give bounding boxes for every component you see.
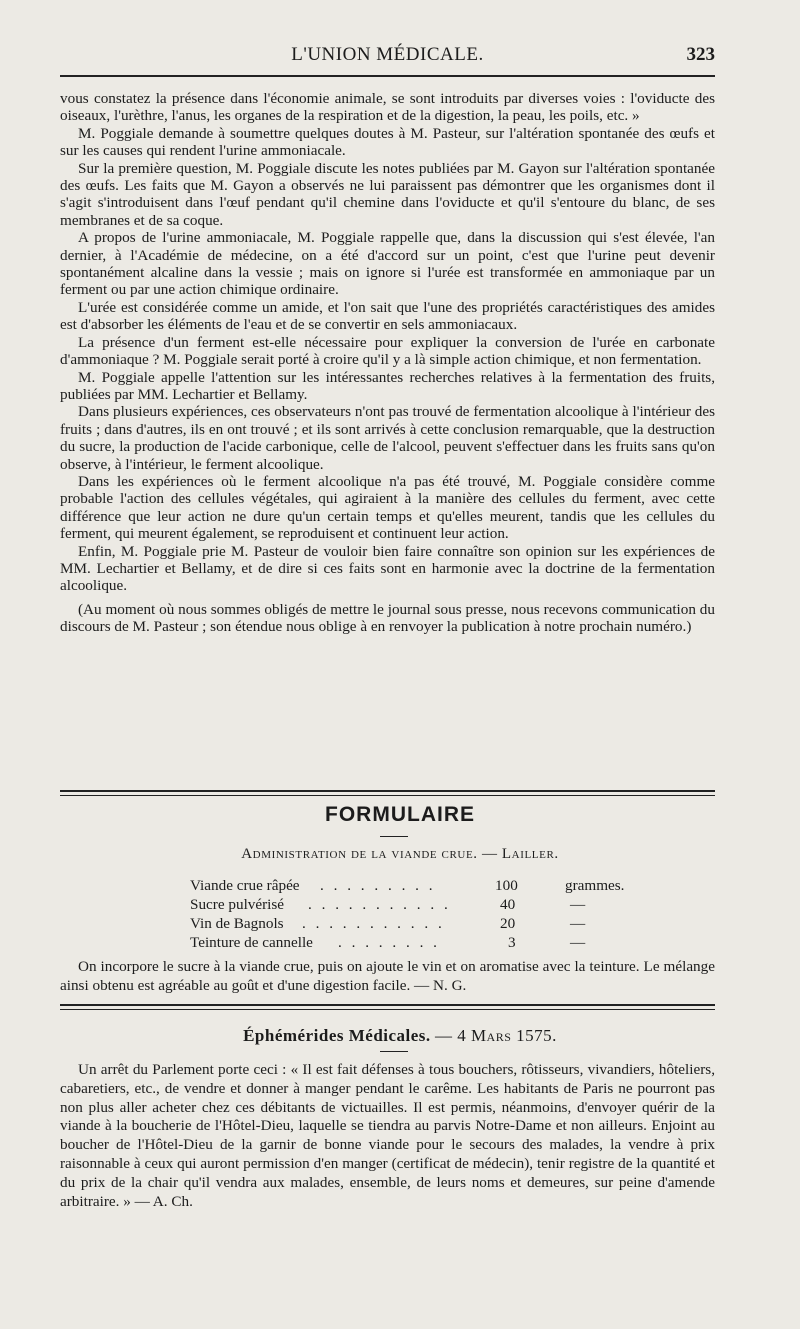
ingredient-row bbox=[190, 933, 610, 952]
title-dash bbox=[380, 1051, 408, 1052]
ephemerides-paragraph: Un arrêt du Parlement porte ceci : « Il est fait défenses à tous bouchers, rôtisseurs, vivandiers, hôteliers, cabaretiers, etc., de vendre et donner à manger pendant le carême. Les habitants de Paris ne pourront pas non plus aller acheter chez ces débitants de victuailles. Il est permis, néanmoins, d'envoyer quérir de la viande à la boucherie de l'Hôtel-Dieu, laquelle se tiendra au parvis Notre-Dame et non ailleurs. Enjoint au boucher de l'Hôtel-Dieu de la garnir de bonne viande pour le secours des malades, la vendre à prix raisonnable à ceux qui auront permission d'en manger (certificat de médecin), tenir registre de la quantité et du prix de la chair qu'il vendra aux malades, ensemble, de leurs noms et demeures, sur peine d'amende arbitraire. » — A. Ch. bbox=[60, 1061, 715, 1210]
paragraph: A propos de l'urine ammoniacale, M. Poggiale rappelle que, dans la discussion qui s'est élevée, l'an dernier, à l'Académie de médecine, on a été d'accord sur un point, c'est que l'urine peut devenir spontanément alcaline dans la vessie ; mais on ignore si l'urée est transformée en ammoniaque par un ferment ou par une action chimique ordinaire. bbox=[60, 229, 715, 299]
formula-note bbox=[60, 958, 715, 995]
paragraph: La présence d'un ferment est-elle nécessaire pour expliquer la conversion de l'urée en carbonate d'ammoniaque ? M. Poggiale serait porté à croire qu'il y a là simple action chimique, et non fermentation. bbox=[60, 333, 715, 369]
ingredient-unit: grammes. bbox=[565, 877, 625, 894]
recipe-title: Administration de la viande crue. — Lailler. bbox=[241, 846, 559, 862]
header-rule bbox=[60, 75, 715, 77]
ingredient-name: Viande crue râpée bbox=[190, 877, 300, 894]
page-number: 323 bbox=[686, 44, 715, 65]
ingredient-row bbox=[190, 876, 625, 895]
article-body bbox=[60, 90, 715, 636]
paragraph: M. Poggiale appelle l'attention sur les intéressantes recherches relatives à la fermentation des fruits, publiées par MM. Lechartier et Bellamy. bbox=[60, 368, 715, 403]
ingredient-qty: 100 bbox=[495, 877, 518, 894]
ephemerides-body bbox=[60, 1061, 715, 1211]
leader-dots: . . . . . . . . . . . bbox=[308, 896, 451, 913]
paragraph: Dans les expériences où le ferment alcoolique n'a pas été trouvé, M. Poggiale considère comme probable l'action des cellules végétales, qui agiraient à la manière des cellules du ferment, avec cette différence que leur action ne dure qu'un certain temps et qu'elles meurent, tandis que les cellules du ferment, qui meurent également, se reproduisent et continuent leur action. bbox=[60, 472, 715, 543]
section-divider bbox=[60, 1004, 715, 1010]
paragraph: Enfin, M. Poggiale prie M. Pasteur de vouloir bien faire connaître son opinion sur les expériences de MM. Lechartier et Bellamy, et de dire si ces faits sont en harmonie avec la doctrine de la fermentation alcoolique. bbox=[60, 542, 715, 595]
ephemerides-title bbox=[0, 1026, 800, 1046]
ephemerides-date: — 4 Mars 1575. bbox=[434, 1026, 557, 1045]
ingredient-qty: 40 bbox=[500, 896, 516, 913]
title-dash bbox=[380, 836, 408, 837]
page-header bbox=[60, 42, 715, 72]
ingredient-unit: — bbox=[570, 896, 586, 913]
leader-dots: . . . . . . . . . bbox=[320, 877, 436, 894]
formulaire-title: FORMULAIRE bbox=[325, 803, 475, 826]
paragraph: Dans plusieurs expériences, ces observateurs n'ont pas trouvé de fermentation alcoolique à l'intérieur des fruits ; dans d'autres, ils en ont trouvé ; et ils sont arrivés à cette conclusion remarquable, que la destruction du sucre, la production de l'acide carbonique, celle de l'alcool, peuvent s'effectuer dans les fruits sans qu'on observe, à l'intérieur, le ferment alcoolique. bbox=[60, 403, 715, 473]
ingredient-name: Sucre pulvérisé bbox=[190, 896, 285, 913]
ingredient-list bbox=[190, 876, 625, 952]
ingredient-unit: — bbox=[570, 934, 586, 951]
ingredient-name: Teinture de cannelle bbox=[190, 934, 313, 951]
ingredient-qty: 3 bbox=[508, 934, 516, 951]
ingredient-name: Vin de Bagnols bbox=[190, 915, 284, 932]
running-title: L'UNION MÉDICALE. bbox=[291, 44, 484, 65]
ephemerides-heading: Éphémérides Médicales. bbox=[243, 1026, 431, 1045]
paragraph: L'urée est considérée comme un amide, et l'on sait que l'une des propriétés caractéristiques des amides est d'absorber les éléments de l'eau et de se convertir en sels ammoniacaux. bbox=[60, 298, 715, 334]
paragraph: vous constatez la présence dans l'économie animale, se sont introduits par diverses voies : l'oviducte des oiseaux, l'urèthre, l'anus, les organes de la respiration et de la digestion, la peau, les poils, etc. » bbox=[60, 90, 715, 125]
ingredient-qty: 20 bbox=[500, 915, 516, 932]
paragraph: Sur la première question, M. Poggiale discute les notes publiées par M. Gayon sur l'altération spontanée des œufs. Les faits que M. Gayon a observés ne lui paraissent pas démontrer que les organismes dont il s'agit s'introduisent dans l'œuf pendant qu'il chemine dans l'oviducte et qu'il s'entoure du blanc, de ses membranes et de sa coque. bbox=[60, 159, 715, 229]
ingredient-row bbox=[190, 914, 610, 933]
leader-dots: . . . . . . . . bbox=[338, 934, 440, 951]
editor-note: (Au moment où nous sommes obligés de mettre le journal sous presse, nous recevons communication du discours de M. Pasteur ; son étendue nous oblige à en renvoyer la publication à notre prochain numéro.) bbox=[60, 600, 715, 636]
ingredient-row bbox=[190, 895, 610, 914]
paragraph: M. Poggiale demande à soumettre quelques doutes à M. Pasteur, sur l'altération spontanée des œufs et sur les causes qui rendent l'urine ammoniacale. bbox=[60, 124, 715, 160]
ingredient-unit: — bbox=[570, 915, 586, 932]
leader-dots: . . . . . . . . . . . bbox=[302, 915, 445, 932]
formula-instructions: On incorpore le sucre à la viande crue, puis on ajoute le vin et on aromatise avec la teinture. Le mélange ainsi obtenu est agréable au goût et d'une digestion facile. — N. G. bbox=[60, 958, 715, 994]
section-divider bbox=[60, 790, 715, 796]
